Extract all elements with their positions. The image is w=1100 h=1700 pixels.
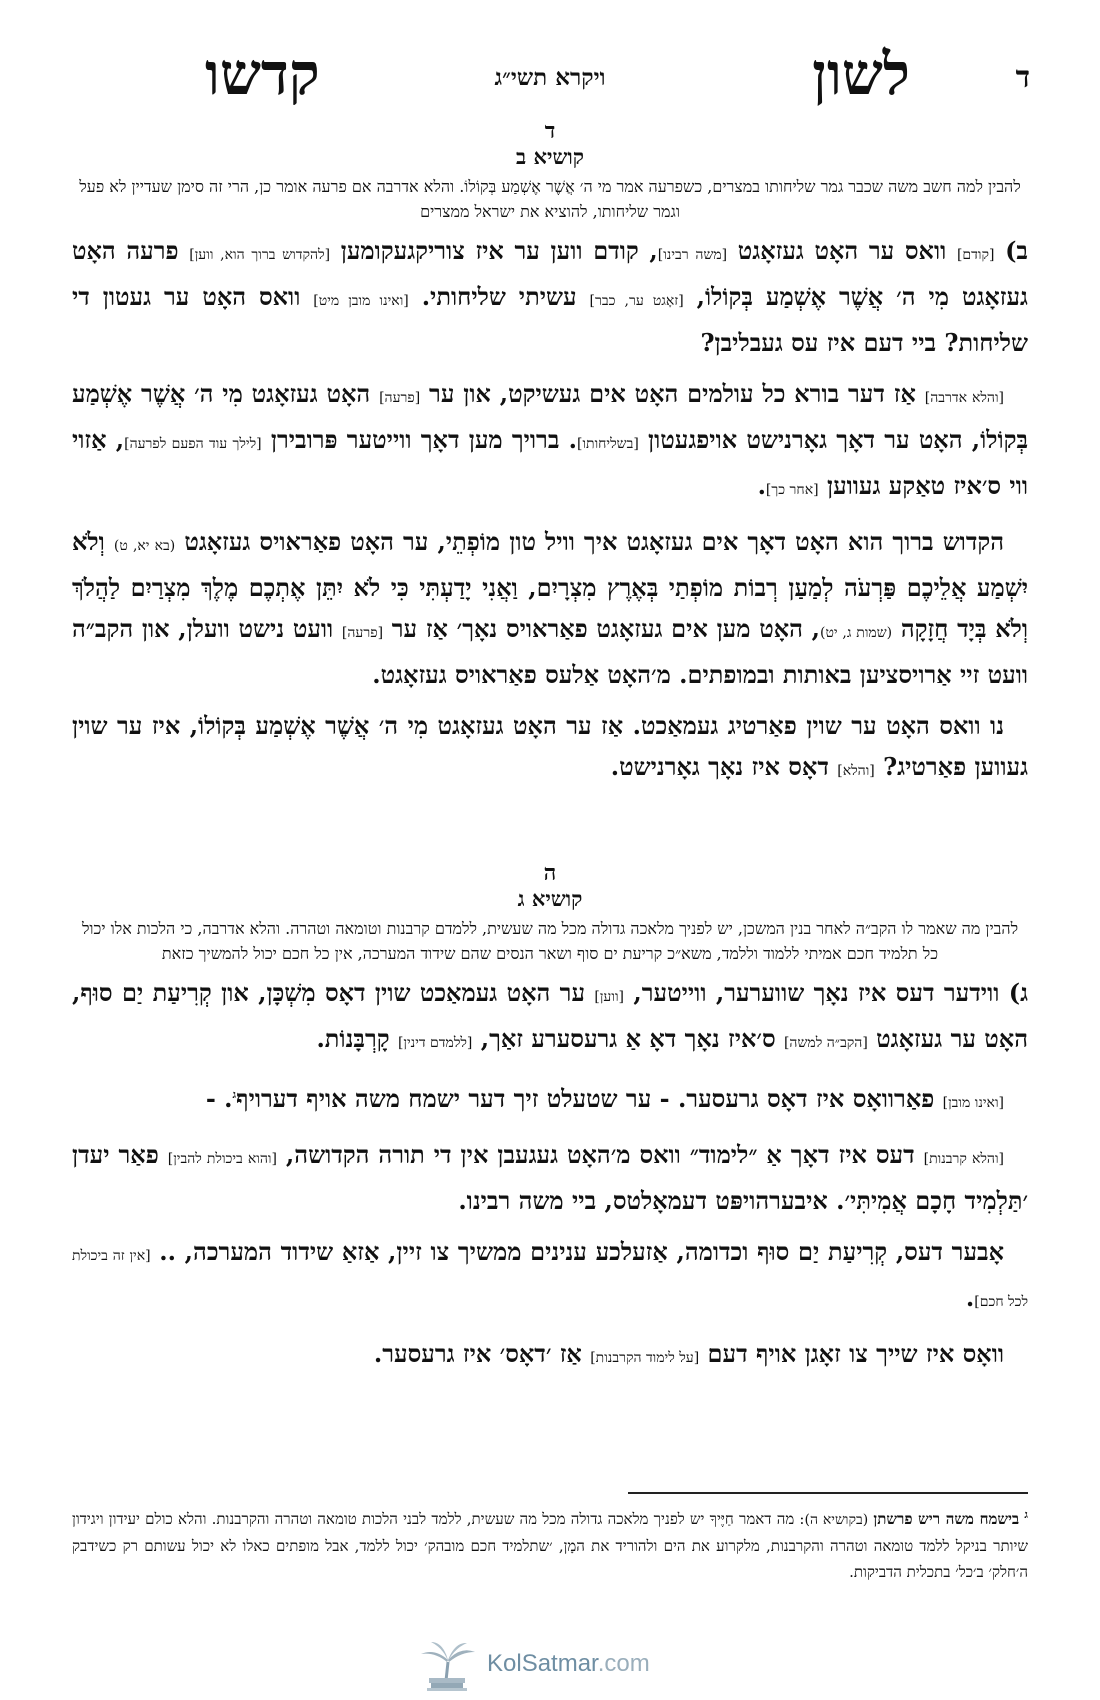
footnote-lead: בישמח משה ריש פרשתן bbox=[873, 1510, 1020, 1528]
paragraph bbox=[72, 705, 1028, 792]
body-text: וְלֹא יִשְׁמַע אֲלֵיכֶם פַּרְעֹה לְמַעַן רְבוֹת מוֹפְתַי בְּאֶרֶץ מִצְרָיִם, וַאֲנִי יָדַעְתִּי כִּי לֹא יִתֵּן אֶתְכֶם מֶלֶךְ מִצְרַיִם לַהֲלֹךְ וְלֹא בְּיָד חֲזָקָה bbox=[72, 527, 1028, 643]
footnote-ref: ג bbox=[232, 1088, 237, 1101]
source-note: [הקב״ה למשה] bbox=[783, 1035, 868, 1051]
watermark bbox=[415, 1640, 675, 1692]
body-text: ער האָט געמאַכט שוין דאָס מִשְׁכָּן, און קְרִיעַת יַם סוּף, האָט ער געזאָגט bbox=[72, 978, 1028, 1053]
body-text: פרעה האָט געזאָגט מִי ה׳ אֲשֶׁר אֶשְׁמַע בְּקוֹלוֹ, bbox=[72, 236, 1028, 311]
body-text: . ברויך מען דאָך ווייטער פּרובירן bbox=[261, 425, 577, 454]
footnote-mark: ג bbox=[1024, 1508, 1028, 1521]
source-note: [והלא קרבנות] bbox=[923, 1151, 1005, 1167]
source-note: (שמות ג, יט) bbox=[820, 625, 893, 641]
source-note: [ואינו מובן] bbox=[942, 1095, 1004, 1111]
body-text: אַז דער בורא כל עולמים האָט אים געשיקט, און ער bbox=[420, 379, 925, 408]
body-text: , האָט מען אים געזאָגט פאַראויס נאָך׳ אַז ער bbox=[383, 614, 821, 643]
page-number: ד bbox=[1015, 60, 1030, 95]
source-note: [משה רבינו] bbox=[657, 247, 728, 263]
section-title: קושיא ב bbox=[516, 144, 584, 169]
source-note: [והלא] bbox=[837, 763, 875, 779]
body-text: הקדוש ברוך הוא האָט דאָך אים געזאָגט איך וויל טון מוֹפְתֵי, ער האָט פאַראויס געזאָגט bbox=[175, 527, 1005, 556]
source-note: [פרעה] bbox=[379, 390, 421, 406]
section-kushya-g bbox=[72, 860, 1028, 1379]
watermark-text: KolSatmar.com bbox=[487, 1650, 650, 1677]
source-note: [להקדוש ברוך הוא, ווען] bbox=[189, 247, 331, 263]
source-note: [זאָגט ער, כבר] bbox=[589, 293, 684, 309]
body-text: וואס ער האָט געזאָגט bbox=[727, 236, 957, 265]
source-note: [והלא אדרבה] bbox=[924, 390, 1004, 406]
body-text: , אַזוי ווי ס׳איז טאַקע געווען bbox=[72, 425, 1028, 500]
source-note: (בא יא, ט) bbox=[113, 538, 176, 554]
paragraph bbox=[72, 521, 1028, 695]
palm-tree-books-icon bbox=[415, 1640, 479, 1692]
section-letter: ד bbox=[544, 118, 556, 144]
body-text: דעס איז דאָך אַ ״לימוד״ וואס מ׳האָט געגעבן אין די תורה הקדושה, bbox=[276, 1140, 924, 1169]
body-text: . - bbox=[205, 1084, 233, 1113]
body-text: , קודם ווען ער איז צוריקגעקומען bbox=[330, 236, 658, 265]
paragraph bbox=[72, 1231, 1028, 1323]
body-text: וואס האָט ער געטון די שליחות? ביי דעם איז עס געבליבן? bbox=[72, 282, 1028, 357]
paragraph bbox=[72, 972, 1028, 1064]
section-kushya-b bbox=[72, 118, 1028, 792]
source-note: [על לימוד הקרבנות] bbox=[590, 1350, 700, 1366]
source-note: [אחר כך] bbox=[765, 482, 819, 498]
source-note: [ללמדם דינין] bbox=[397, 1035, 473, 1051]
parsha-date: ויקרא תשי״ג bbox=[494, 64, 606, 91]
body-text: עשיתי שליחותי. bbox=[408, 282, 590, 311]
paragraph bbox=[72, 1333, 1028, 1379]
source-note: [בשליחותו] bbox=[576, 436, 639, 452]
title-word-right: לשון bbox=[812, 40, 910, 108]
footnote-citation: (בקושיא ה) bbox=[804, 1512, 869, 1528]
section-title: קושיא ג bbox=[517, 886, 583, 911]
body-text: פאַר יעדן ׳תַּלְמִיד חָכָם אֲמִיתִּי׳. איבערהויפּט דעמאָלטס, ביי משה רבינו. bbox=[72, 1140, 1028, 1215]
body-text: האָט געזאָגט מִי ה׳ אֲשֶׁר אֶשְׁמַע בְּקוֹלוֹ, האָט ער דאָך גאָרנישט אויפגעטון bbox=[72, 379, 1029, 454]
body-text: פאַרוואָס איז דאָס גרעסער. - ער שטעלט זיך דער ישמח משה אויף דערויף bbox=[236, 1084, 943, 1113]
body-text: וואָס איז שייך צו זאָגן אויף דעם bbox=[699, 1339, 1004, 1368]
paragraph bbox=[72, 1074, 1028, 1124]
source-note: [אין זה ביכולת לכל חכם] bbox=[72, 1248, 1028, 1310]
section-summary: להבין למה חשב משה שכבר גמר שליחותו במצרים, כשפרעה אמר מי ה׳ אֲשֶׁר אֶשְׁמַע בְּקוֹלוֹ. והלא אדרבה אם פרעה אומר כן, הרי זה סימן שעדיין לא פעל וגמר שליחותו, להוציא את ישראל ממצרים bbox=[79, 177, 1021, 221]
section-summary: להבין מה שאמר לו הקב״ה לאחר בנין המשכן, יש לפניך מלאכה גדולה מכל מה שעשית, ללמדם קרבנות וטומאה וטהרה. והלא אדרבה, כי הלכות אלו יכול כל תלמיד חכם אמיתי ללמוד וללמד, משא״כ קריעת ים סוף ושאר הנסים שהם שידוד המערכה, אין כל חכם יכול להמשיך כזאת bbox=[81, 919, 1019, 963]
body-text: קָרְבָּנוֹת. bbox=[316, 1024, 398, 1053]
source-note: [פרעה] bbox=[341, 625, 384, 641]
body-text: דאָס איז נאָך גאָרנישט. bbox=[610, 752, 838, 781]
body-text: ב) bbox=[994, 236, 1028, 265]
source-note: [לילך עוד הפעם לפרעה] bbox=[124, 436, 262, 452]
paragraph bbox=[72, 1134, 1028, 1221]
source-note: [קודם] bbox=[956, 247, 995, 263]
footnote-divider bbox=[628, 1492, 1028, 1494]
body-text: . bbox=[757, 471, 766, 500]
body-text: ג) ווידער דעס איז נאָך שווערער, ווייטער, bbox=[624, 978, 1028, 1007]
body-text: . bbox=[965, 1283, 975, 1312]
footnote bbox=[72, 1502, 1028, 1585]
main-content bbox=[72, 118, 1028, 1389]
body-text: נו וואס האָט ער שוין פאַרטיג געמאַכט. אַז ער האָט געזאָגט מִי ה׳ אֲשֶׁר אֶשְׁמַע בְּקוֹלוֹ, איז ער שוין געווען פאַרטיג? bbox=[72, 711, 1028, 781]
body-text: ס׳איז נאָך דאָ אַ גרעסערע זאַך, bbox=[472, 1024, 784, 1053]
masthead bbox=[0, 40, 1100, 110]
paragraph bbox=[72, 230, 1028, 363]
footnote-text: : מה דאמר חַיֶּיךָ יש לפניך מלאכה גדולה מכל מה שעשית, ללמד לבני הלכות טומאה וטהרה והקרבנות. והלא כולם יעידון ויגידון שיותר בניקל ללמד טומאה וטהרה והקרבנות, מלקרוע את הים ולהוריד את המָן, ׳שתלמיד חכם מובהק׳ יכול ללמד, אבל מופתים כאלו לא יכול עשותם רק כשידבק ה׳חלק׳ ב׳כל׳ בתכלית הדביקות. bbox=[72, 1510, 1028, 1581]
body-text: אָבער דעס, קְרִיעַת יַם סוּף וכדומה, אַזעלכע ענינים ממשיך צו זיין, אַזאַ שידוד המערכה, .. bbox=[150, 1237, 1004, 1266]
paragraph bbox=[72, 373, 1028, 511]
source-note: [ואינו מובן מיט] bbox=[313, 293, 409, 309]
source-note: [ווען] bbox=[594, 989, 624, 1005]
section-letter: ה bbox=[543, 860, 557, 886]
body-text: וועט נישט וועלן, און הקב״ה וועט זיי אַרויסציען באותות ובמופתים. מ׳האָט אַלעס פאַראויס געזאָגט. bbox=[72, 614, 1028, 689]
body-text: אַז ׳דאָס׳ איז גרעסער. bbox=[373, 1339, 591, 1368]
source-note: [והוא ביכולת להבין] bbox=[167, 1151, 277, 1167]
title-word-left: קדשו bbox=[205, 40, 320, 108]
